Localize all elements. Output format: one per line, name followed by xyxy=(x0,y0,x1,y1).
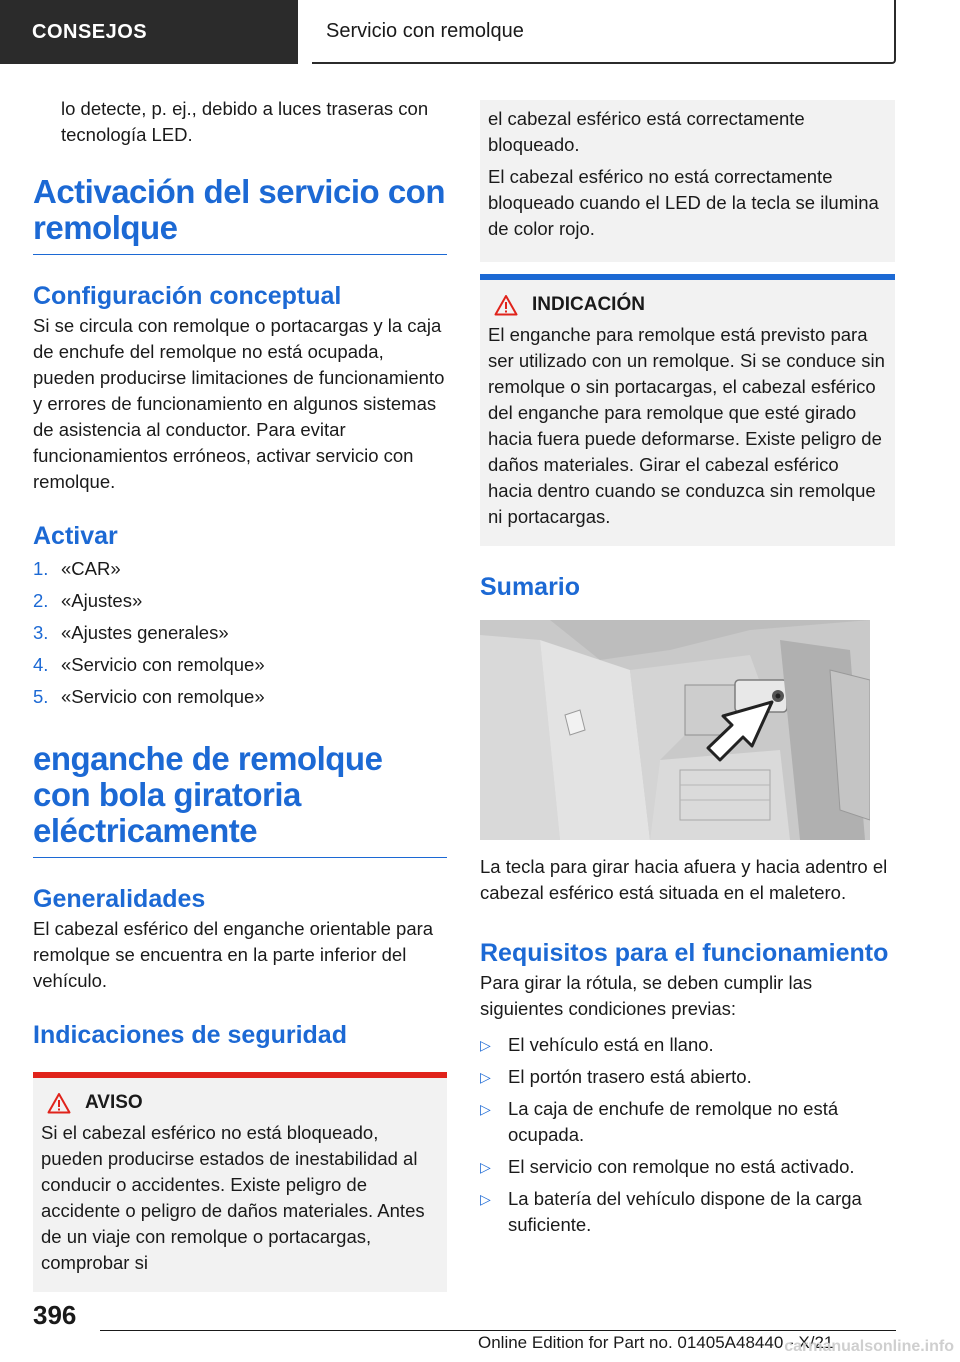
bullet-triangle-icon: ▷ xyxy=(480,1069,491,1085)
bullet-triangle-icon: ▷ xyxy=(480,1191,491,1207)
warning-title: AVISO xyxy=(85,1092,143,1113)
note-title: INDICACIÓN xyxy=(532,294,645,315)
section-label: CONSEJOS xyxy=(32,20,148,43)
intro-paragraph: lo detecte, p. ej., debido a luces traseras con tecnología LED. xyxy=(61,98,429,145)
list-item-text: La batería del vehículo dispone de la carga suficiente. xyxy=(508,1188,862,1235)
list-item xyxy=(480,1064,895,1090)
list-item-text: El portón trasero está abierto. xyxy=(508,1066,752,1087)
heading-activation: Activación del servicio con remolque xyxy=(33,173,445,246)
step-item xyxy=(33,681,447,713)
right-column xyxy=(480,96,895,1244)
footer-rule xyxy=(100,1330,896,1331)
list-item xyxy=(480,1096,895,1148)
step-text: «Ajustes» xyxy=(61,590,143,611)
general-paragraph: El cabezal esférico del enganche orientable para remolque se encuentra en la parte inferior del vehículo. xyxy=(33,918,434,991)
config-paragraph: Si se circula con remolque o portacargas y la caja de enchufe del remolque no está ocupada, pueden producirse limitaciones de funcionamiento y errores de funcionamiento en algunos sistemas de asistencia al conductor. Para evitar funcionamientos erróneos, activar servicio con remolque. xyxy=(33,315,445,492)
heading-general: Generalidades xyxy=(33,885,206,913)
trunk-button-photo xyxy=(480,620,870,840)
step-text: «Servicio con remolque» xyxy=(61,654,265,675)
page-number: 396 xyxy=(33,1300,77,1330)
continuation-text-1: el cabezal esférico está correctamente bloqueado. xyxy=(488,108,805,155)
bullet-triangle-icon: ▷ xyxy=(480,1037,491,1053)
heading-hitch: enganche de remolque con bola giratoria eléctricamente xyxy=(33,740,383,849)
heading-activate: Activar xyxy=(33,522,118,550)
activation-steps xyxy=(33,553,447,713)
requirements-paragraph: Para girar la rótula, se deben cumplir las siguientes condiciones previas: xyxy=(480,972,813,1019)
page-header xyxy=(312,0,896,64)
step-number: 1. xyxy=(33,558,49,579)
heading-config: Configuración conceptual xyxy=(33,282,342,310)
step-number: 5. xyxy=(33,686,49,707)
left-column xyxy=(33,96,447,1292)
section-tab xyxy=(0,0,298,64)
heading-requirements: Requisitos para el funcionamiento xyxy=(480,939,889,967)
list-item xyxy=(480,1154,895,1180)
step-item xyxy=(33,553,447,585)
step-number: 4. xyxy=(33,654,49,675)
list-item-text: El servicio con remolque no está activado. xyxy=(508,1156,855,1177)
step-text: «CAR» xyxy=(61,558,121,579)
warning-box xyxy=(33,1078,447,1292)
caution-triangle-icon xyxy=(494,294,518,316)
bullet-triangle-icon: ▷ xyxy=(480,1101,491,1117)
warning-header xyxy=(41,1092,439,1114)
heading-safety: Indicaciones de seguridad xyxy=(33,1021,347,1049)
note-header xyxy=(488,294,887,316)
note-box xyxy=(480,280,895,546)
step-item xyxy=(33,649,447,681)
heading-summary: Sumario xyxy=(480,573,581,601)
chapter-title: Servicio con remolque xyxy=(326,19,524,42)
step-text: «Ajustes generales» xyxy=(61,622,229,643)
warning-continuation xyxy=(480,100,895,262)
list-item xyxy=(480,1186,895,1238)
step-item xyxy=(33,585,447,617)
warning-text: Si el cabezal esférico no está bloqueado, pueden producirse estados de inestabilidad al conducir o accidentes. Existe peligro de accidente o peligro de daños materiales. Antes de un viaje con remolque o portacargas, comprobar si xyxy=(41,1122,425,1273)
list-item-text: La caja de enchufe de remolque no está ocupada. xyxy=(508,1098,839,1145)
heading-rule xyxy=(33,857,447,858)
watermark: carmanualsonline.info xyxy=(784,1338,954,1355)
bullet-triangle-icon: ▷ xyxy=(480,1159,491,1175)
list-item-text: El vehículo está en llano. xyxy=(508,1034,714,1055)
list-item xyxy=(480,1032,895,1058)
step-number: 2. xyxy=(33,590,49,611)
warning-triangle-icon xyxy=(47,1092,71,1114)
step-item xyxy=(33,617,447,649)
conditions-list xyxy=(480,1032,895,1238)
summary-caption: La tecla para girar hacia afuera y hacia adentro el cabezal esférico está situada en el maletero. xyxy=(480,856,888,903)
note-text: El enganche para remolque está previsto para ser utilizado con un remolque. Si se conduce sin remolque o sin portacargas, el cabezal esférico del enganche para remolque que esté girado hacia fuera puede deformarse. Existe peligro de daños materiales. Girar el cabezal esférico hacia dentro cuando se conduzca sin remolque ni portacargas. xyxy=(488,324,885,527)
step-text: «Servicio con remolque» xyxy=(61,686,265,707)
heading-rule xyxy=(33,254,447,255)
step-number: 3. xyxy=(33,622,49,643)
continuation-text-2: El cabezal esférico no está correctamente bloqueado cuando el LED de la tecla se ilumina de color rojo. xyxy=(488,166,879,239)
edition-note: Online Edition for Part no. 01405A48440 - X/21 xyxy=(478,1333,834,1352)
